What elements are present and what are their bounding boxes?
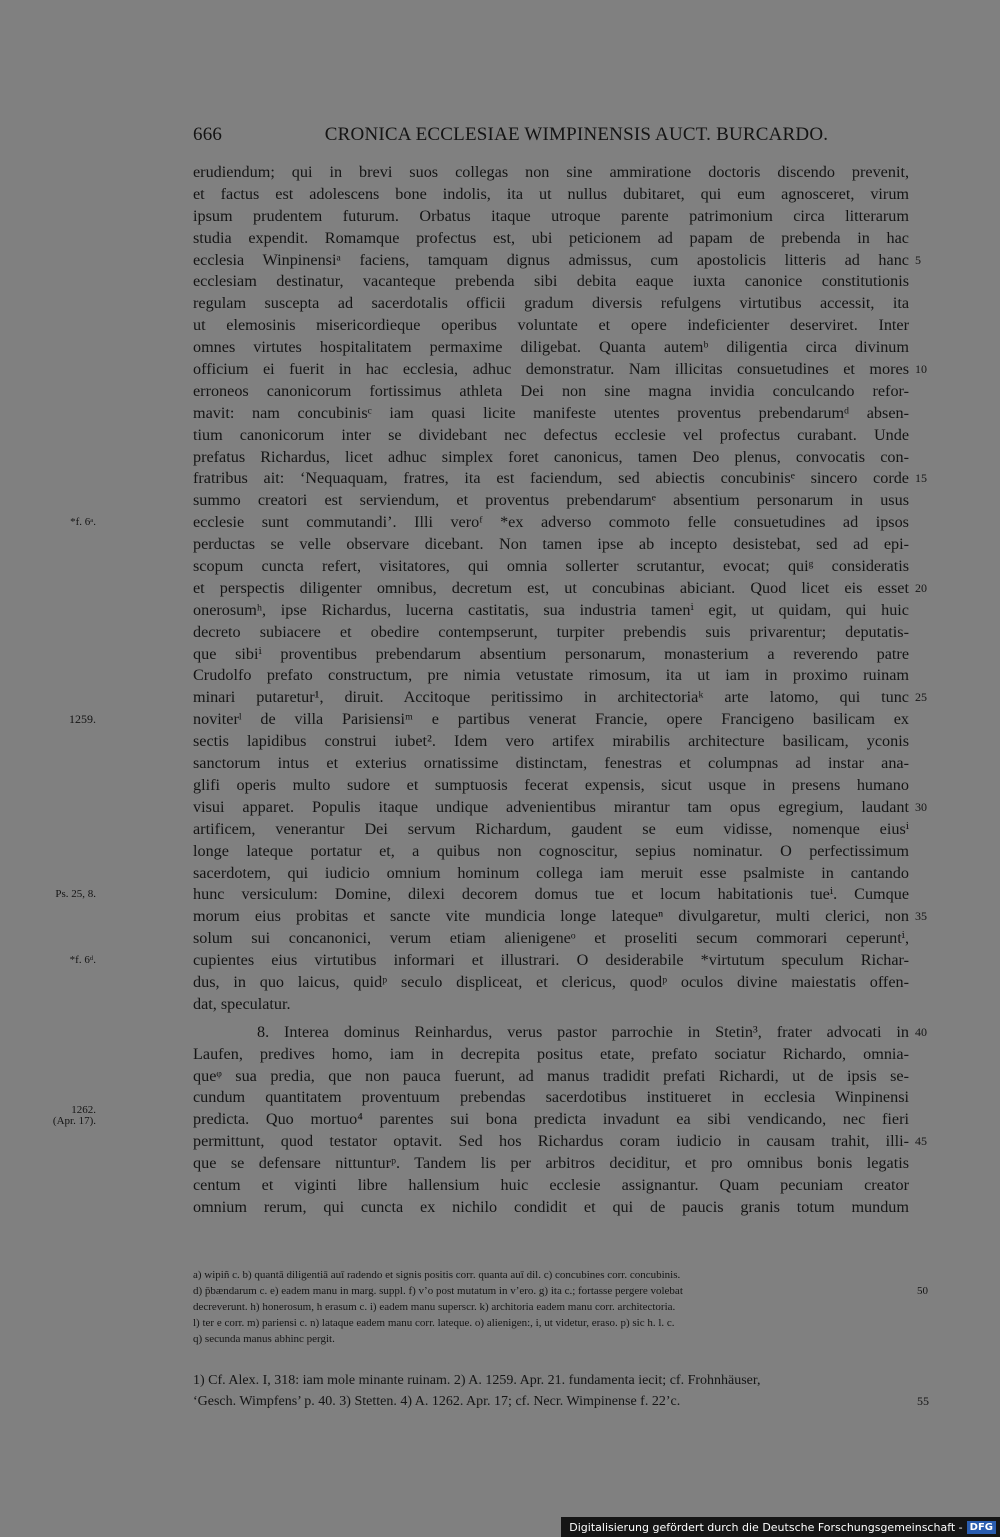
- text-line: hunc versiculum: Domine, dilexi decorem domus tue et locum habitationis tueⁱ. Cumque: [193, 885, 909, 904]
- text-line: permittunt, quod testator optavit. Sed hos Richardus coram iudicio in causam trahit, illi-: [193, 1132, 909, 1151]
- line-number: 15: [915, 471, 927, 486]
- critical-apparatus: [193, 1267, 933, 1347]
- apparatus-line: decreverunt. h) honerosum, h erasum c. i) eadem manu superscr. k) architoria eadem manu corr. architectoria.: [193, 1301, 676, 1313]
- line-number: 55: [917, 1394, 929, 1408]
- text-line: regulam suscepta ad sacerdotalis officii gradum diversis refulgens virtutibus accessit, ita: [193, 294, 909, 313]
- text-line: Laufen, predives homo, iam in decrepita positus etate, prefato sociatur Richardo, omnia-: [193, 1044, 909, 1063]
- footnotes: [193, 1370, 930, 1412]
- text-line: sacerdotem, qui iudicio omnium hominum collega iam meruit esse psalmiste in cantando: [193, 863, 909, 882]
- text-line: perductas se velle observare dicebant. Non tamen ipse ab incepto desistebat, sed ad epi-: [193, 535, 909, 554]
- margin-note-year: 1262.: [71, 1104, 96, 1117]
- text-line: que sibiⁱ proventibus prebendarum absentium personarum, monasterium a reverendo patre: [193, 644, 909, 663]
- text-line: solum sui concanonici, verum etiam alienigeneᵒ et proseliti secum commorari ceperuntⁱ,: [193, 929, 909, 948]
- text-line: studia expendit. Romamque profectus est, ubi peticionem ad papam de prebenda in hac: [193, 228, 909, 247]
- text-line: minari putaretur¹, diruit. Accitoque peritissimo in architectoriaᵏ arte latomo, qui tunc: [193, 688, 909, 707]
- line-number: 40: [915, 1024, 927, 1039]
- running-title: CRONICA ECCLESIAE WIMPINENSIS AUCT. BURCARDO.: [324, 124, 829, 145]
- text-line: officium ei fuerit in hac ecclesia, adhuc demonstratur. Nam illicitas consuetudines et mores: [193, 360, 909, 379]
- margin-note-folio: *f. 6ᵈ.: [69, 954, 96, 967]
- dfg-logo: DFG: [967, 1521, 996, 1534]
- text-line: omnium rerum, qui cuncta ex nichilo condidit et qui de paucis granis totum mundum: [193, 1197, 909, 1216]
- text-line: longe lateque portatur et, a quibus non cognoscitur, sepius nominatur. O perfectissimum: [193, 841, 909, 860]
- footnote-line: ‘Gesch. Wimpfens’ p. 40. 3) Stetten. 4) A. 1262. Apr. 17; cf. Necr. Wimpinense f. 22’c.: [193, 1394, 681, 1409]
- margin-note-folio: *f. 6ᵃ.: [70, 516, 96, 529]
- apparatus-line: a) wipiñ c. b) quantā diligentiā auī radendo et signis positis corr. quanta auī dil. c) concubines corr. concubinis.: [193, 1269, 681, 1281]
- line-number: 10: [915, 362, 927, 377]
- text-line: visui apparet. Populis itaque undique advenientibus mirantur tam opus egregium, laudant: [193, 797, 909, 816]
- line-number: 20: [915, 580, 927, 595]
- text-line: ut elemosinis misericordieque operibus voluntate et opere indeficienter deserviret. Inter: [193, 316, 909, 335]
- text-line: ecclesia Winpinensiᵃ faciens, tamquam dignus admissus, cum apostolicis litteris ad hanc: [193, 250, 909, 269]
- margin-note-psalm: Ps. 25, 8.: [55, 888, 96, 901]
- apparatus-line: d) p̄bændarum c. e) eadem manu in marg. suppl. f) v’o post mutatum in v’ero. g) ita c.; fortasse pergere volebat: [193, 1285, 683, 1297]
- text-line: 8. Interea dominus Reinhardus, verus pastor parrochie in Stetin³, frater advocati in: [257, 1022, 909, 1041]
- line-number: 30: [915, 799, 927, 814]
- text-line: glifi operis multo sudore et sumptuosis fecerat expensis, sicut usque in presens humano: [193, 775, 909, 794]
- text-line: onerosumʰ, ipse Richardus, lucerna castitatis, sua industria tamenⁱ egit, ut quidam, qui huic: [193, 600, 909, 619]
- text-line: queᵠ sua predia, que non pauca fuerunt, ad manus tradidit prefati Richardi, ut de ipsis se-: [193, 1066, 909, 1085]
- page-header: [193, 124, 930, 152]
- text-line: ipsum prudentem futurum. Orbatus itaque utroque parente patrimonium circa litterarum: [193, 206, 909, 225]
- digitization-footer: [561, 1517, 1000, 1537]
- margin-note-date: (Apr. 17).: [52, 1115, 96, 1128]
- text-line: et perspectis diligenter omnibus, decretum est, ut concubinas abiciant. Quod licet eis esset: [193, 578, 909, 597]
- text-line: mavit: nam concubinisᶜ iam quasi licite manifeste utentes proventus prebendarumᵈ absen-: [193, 403, 909, 422]
- line-number: 45: [915, 1134, 927, 1149]
- text-line: tium canonicorum inter se dividebant nec defectus ecclesie vel profectus curabant. Unde: [193, 425, 909, 444]
- line-number: 50: [917, 1285, 928, 1297]
- text-line: cundum quantitatem proventuum prebendas sacerdotibus institueret in ecclesia Winpinensi: [193, 1088, 909, 1107]
- text-line: fratribus ait: ‘Nequaquam, fratres, ita est faciendum, sed abiectis concubinisᵉ sincero corde: [193, 469, 909, 488]
- text-line: que se defensare nittunturᵖ. Tandem lis per arbitros deciditur, et pro omnibus bonis legatis: [193, 1154, 909, 1173]
- text-line: sanctorum intus et exterius ornatissime distinctam, fenestras et columpnas ad instar ana-: [193, 754, 909, 773]
- text-line: omnes virtutes hospitalitatem permaxime diligebat. Quanta autemᵇ diligentia circa divinum: [193, 338, 909, 357]
- text-line: predicta. Quo mortuo⁴ parentes sui bona predicta invadunt ea sibi vendicando, nec fieri: [193, 1110, 909, 1129]
- text-line: sectis lapidibus construi iubet². Idem vero artifex mirabilis architecture basilicam, yconis: [193, 732, 909, 751]
- text-line: et factus est adolescens bone indolis, ita ut nullus dubitaret, qui eum agnosceret, virum: [193, 184, 909, 203]
- text-line: dat, speculatur.: [193, 994, 291, 1013]
- text-line: prefatus Richardus, licet adhuc simplex foret canonicus, tamen Deo plenus, convocatis con-: [193, 447, 909, 466]
- main-text: [52, 162, 927, 1219]
- apparatus-line: l) ter e corr. m) pariensi c. n) lataque eadem manu corr. lateque. o) alienigen:, i, ut videtur, eraso. p) sic h. l. c.: [193, 1317, 675, 1329]
- text-line: artificem, venerantur Dei servum Richardum, gaudent se eum vidisse, nomenque eiusⁱ: [193, 819, 909, 838]
- text-line: cupientes eius virtutibus informari et illustrari. O desiderabile *virtutum speculum Richar-: [193, 951, 909, 970]
- text-line: decreto subiacere et obedire contempserunt, turpiter prebendis suis privarentur; deputatis-: [193, 622, 909, 641]
- margin-note-year: 1259.: [69, 712, 96, 727]
- text-line: centum et viginti libre hallensium huic ecclesie assignantur. Quam pecuniam creator: [193, 1175, 909, 1194]
- text-line: erroneos canonicorum fortissimus athleta Dei non sine magna invidia conculcando refor-: [193, 381, 909, 400]
- apparatus-line: q) secunda manus abhinc pergit.: [193, 1333, 335, 1345]
- line-number: 25: [915, 690, 927, 705]
- text-line: Crudolfo prefato constructum, pre nimia vetustate rimosum, ita ut iam in proximo ruinam: [193, 666, 909, 685]
- text-line: noviterˡ de villa Parisiensiᵐ e partibus venerat Francie, opere Francigeno basilicam ex: [193, 710, 909, 729]
- line-number: 35: [915, 909, 927, 924]
- text-line: morum eius probitas et sancte vite mundicia longe latequeⁿ divulgaretur, multi clerici, non: [193, 907, 909, 926]
- text-line: summo creatori est serviendum, et proventus prebendarumᵉ absentium personarum in usus: [193, 491, 909, 510]
- footer-text: Digitalisierung gefördert durch die Deutsche Forschungsgemeinschaft -: [569, 1520, 963, 1534]
- text-line: erudiendum; qui in brevi suos collegas non sine ammiratione doctoris discendo prevenit,: [193, 163, 909, 181]
- text-line: scopum cuncta refert, visitatores, qui omnia sollerter scrutantur, evocat; quiᵍ consideratis: [193, 557, 909, 576]
- text-line: ecclesiam destinatur, vacanteque prebenda sibi debita eaque iuxta canonice constitutionis: [193, 272, 909, 291]
- footnote-line: 1) Cf. Alex. I, 318: iam mole minante ruinam. 2) A. 1259. Apr. 21. fundamenta iecit; cf. Frohnhäuser,: [193, 1373, 761, 1388]
- page-number: 666: [193, 124, 223, 145]
- line-number: 5: [915, 252, 921, 267]
- text-line: ecclesie sunt commutandi’. Illi veroᶠ *ex adverso commoto felle consuetudines ad ipsos: [193, 513, 909, 532]
- text-line: dus, in quo laicus, quidᵖ seculo displiceat, et clericus, quodᵖ oculos divine maiestatis offen-: [193, 972, 909, 991]
